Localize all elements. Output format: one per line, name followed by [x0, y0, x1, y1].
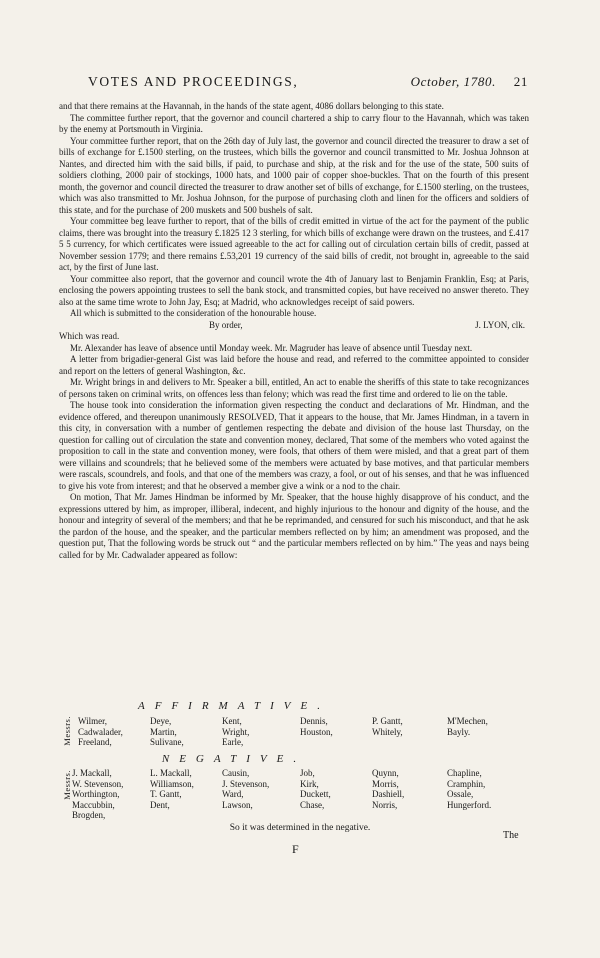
page-number: 21 [513, 74, 528, 89]
member-name: Dashiell, [372, 789, 405, 799]
paragraph: Your committee further report, that on the 26th day of July last, the governor and council directed the treasurer to draw a set of bills of exchange for £.1500 sterling, on the trustees, which bills the governor and council transmitted to Mr. Joshua Johnson at Nantes, and directed him with the said bills, if paid, to purchase and ship, at the risk and for the use of the state, 500 suits of soldiers clothing, 2000 pair of stockings, 1000 hats, and 1000 pair of copper shoe-buckles. That on the fourth of this present month, the governor and council directed the treasurer to draw another set of bills of exchange, for £.1500 sterling, on the trustees, which was also transmitted to Mr. Joshua Johnson, for the purpose of purchasing cloth and linen for the officers and soldiers of this state, and for the purchase of 200 muskets and 500 bushels of salt. [59, 135, 529, 215]
header-month-year: October, 1780. 21 [410, 74, 528, 89]
paragraph: Your committee also report, that the governor and council wrote the 4th of January last to Benjamin Franklin, Esq; at Paris, enclosing the powers appointing trustees to sell the bank stock, and transmitted copies, but have received no answer thereto. They also at the same time wrote to John Jay, Esq; at Madrid, who acknowledges receipt of said powers. [59, 273, 529, 307]
paragraph: All which is submitted to the consideration of the honourable house. [70, 308, 317, 318]
paragraph: Mr. Alexander has leave of absence until Monday week. Mr. Magruder has leave of absence until Tuesday next. [70, 342, 473, 353]
member-name: Cramphin, [447, 778, 486, 789]
messrs-label-negative: Messrs. [62, 770, 72, 800]
member-name: Martin, [150, 726, 177, 737]
vote-column [372, 768, 404, 810]
member-name: Brogden, [72, 810, 106, 820]
member-name: Chase, [300, 799, 325, 810]
member-name: Deye, [150, 716, 172, 726]
member-name: W. Stevenson, [72, 778, 124, 789]
affirmative-grid [72, 716, 522, 752]
member-name: M'Mechen, [447, 716, 488, 726]
paragraph: The committee further report, that the governor and council chartered a ship to carry flour to the Havannah, which was taken by the enemy at Portsmouth in Virginia. [59, 112, 529, 134]
paragraph: and that there remains at the Havannah, in the hands of the state agent, 4086 dollars belonging to this state. [59, 101, 444, 111]
member-name: Chapline, [447, 768, 482, 778]
vote-column [72, 768, 123, 821]
member-name: Dennis, [300, 716, 328, 726]
paragraph: Mr. Wright brings in and delivers to Mr. Speaker a bill, entitled, An act to enable the sheriffs of this state to take recognizances of persons taken on criminal writs, on offences less than felony; which was read the first time and ordered to lie on the table. [59, 377, 529, 399]
vote-column [300, 716, 333, 737]
paragraph: A letter from brigadier-general Gist was laid before the house and read, and referred to the committee appointed to consider and report on the letters of general Washington, &c. [59, 354, 529, 376]
messrs-label-affirmative: Messrs. [62, 716, 72, 746]
report-body [59, 101, 529, 561]
member-name: Quynn, [372, 768, 399, 778]
vote-result: So it was determined in the negative. [229, 823, 371, 833]
vote-column [447, 716, 488, 737]
member-name: L. Mackall, [150, 768, 192, 778]
proceedings-paragraphs [59, 331, 529, 561]
paragraph: Which was read. [59, 331, 120, 341]
header-title: VOTES AND PROCEEDINGS, [88, 74, 299, 89]
vote-column [300, 768, 331, 810]
member-name: Houston, [300, 726, 333, 737]
member-name: Freeland, [78, 737, 112, 747]
signature-line [59, 320, 529, 332]
member-name: Bayly. [447, 726, 471, 737]
member-name: Earle, [222, 737, 244, 747]
vote-column [372, 716, 403, 737]
member-name: Dent, [150, 799, 170, 810]
member-name: Maccubbin, [72, 799, 115, 810]
member-name: P. Gantt, [372, 716, 403, 726]
vote-column [222, 768, 269, 810]
member-name: Norris, [372, 799, 398, 810]
member-name: Morris, [372, 778, 399, 789]
member-name: Lawson, [222, 799, 253, 810]
member-name: Wright, [222, 726, 250, 737]
vote-column [78, 716, 123, 748]
member-name: J. Stevenson, [222, 778, 270, 789]
member-name: Cadwalader, [78, 726, 123, 737]
member-name: Worthington, [72, 789, 120, 799]
negative-grid [72, 768, 522, 824]
member-name: Kent, [222, 716, 242, 726]
catchword: The [503, 830, 519, 841]
member-name: Causin, [222, 768, 250, 778]
member-name: J. Mackall, [72, 768, 112, 778]
member-name: Whitely, [372, 726, 403, 737]
report-paragraphs [59, 101, 529, 320]
vote-column [447, 768, 491, 810]
member-name: Hungerford. [447, 799, 492, 810]
signature-mark: F [292, 842, 299, 856]
member-name: Sulivane, [150, 737, 184, 747]
member-name: Duckett, [300, 789, 331, 799]
member-name: Ossale, [447, 789, 474, 799]
affirmative-title: AFFIRMATIVE. [138, 700, 330, 712]
paragraph: Your committee beg leave further to report, that of the bills of credit emitted in virtue of the act for the payment of the public claims, there was brought into the treasury £.1825 12 3 sterling, for which bills of exchange were drawn on the trustees, and £.417 5 5 currency, for which certificates were issued agreeable to the act for calling out of circulation certain bills of credit, passed at November session 1779; and there remains £.53,201 19 currency of the said bills of credit, not brought in, agreeable to the said act, by the first of June last. [59, 216, 529, 272]
member-name: T. Gantt, [150, 789, 182, 799]
negative-title: NEGATIVE. [161, 753, 307, 765]
vote-column [150, 768, 194, 810]
paragraph: The house took into consideration the information given respecting the conduct and declarations of Mr. Hindman, and the evidence offered, and thereupon unanimously RESOLVED, That it appears to the house, that Mr. James Hindman, in a tavern in this city, in conversation with a number of gentlemen respecting the debate and division of the house last Thursday, on the question for calling out of circulation the state and convention money, declared, That some of the members who voted against the proposition to call in the state and convention money, were fools, that others of them were misled, and that a great part of them were villains and scoundrels; that he believed some of the members were actuated by base motives, and that particular members were rascals, scoundrels, and fools, and that one of the members was crazy, a fool, or out of his senses, and that he was influenced to give his vote from interest; and that he observed a member give a wink or a nod to the chair. [59, 400, 529, 491]
vote-column [150, 716, 184, 748]
running-header [88, 74, 528, 90]
paragraph: On motion, That Mr. James Hindman be informed by Mr. Speaker, that the house highly disapprove of his conduct, and the expressions uttered by him, as improper, illiberal, indecent, and highly injurious to the honour and dignity of the house, and the honour and integrity of several of the members; and that he be reprimanded, and censured for such his misconduct, and that he ask the pardon of the house, and the speaker, and the particular members reflected on by him; an amendment was proposed, and the question put, That the following words be struck out “ and the particular members reflected on by him.” The yeas and nays being called for by Mr. Cadwalader appeared as follow: [59, 492, 529, 560]
clerk-signature: J. LYON, clk. [475, 319, 525, 330]
member-name: Job, [300, 768, 315, 778]
member-name: Williamson, [150, 778, 194, 789]
vote-column [222, 716, 249, 748]
member-name: Wilmer, [78, 716, 108, 726]
by-order: By order, [209, 319, 243, 330]
member-name: Kirk, [300, 778, 319, 789]
member-name: Ward, [222, 789, 244, 799]
